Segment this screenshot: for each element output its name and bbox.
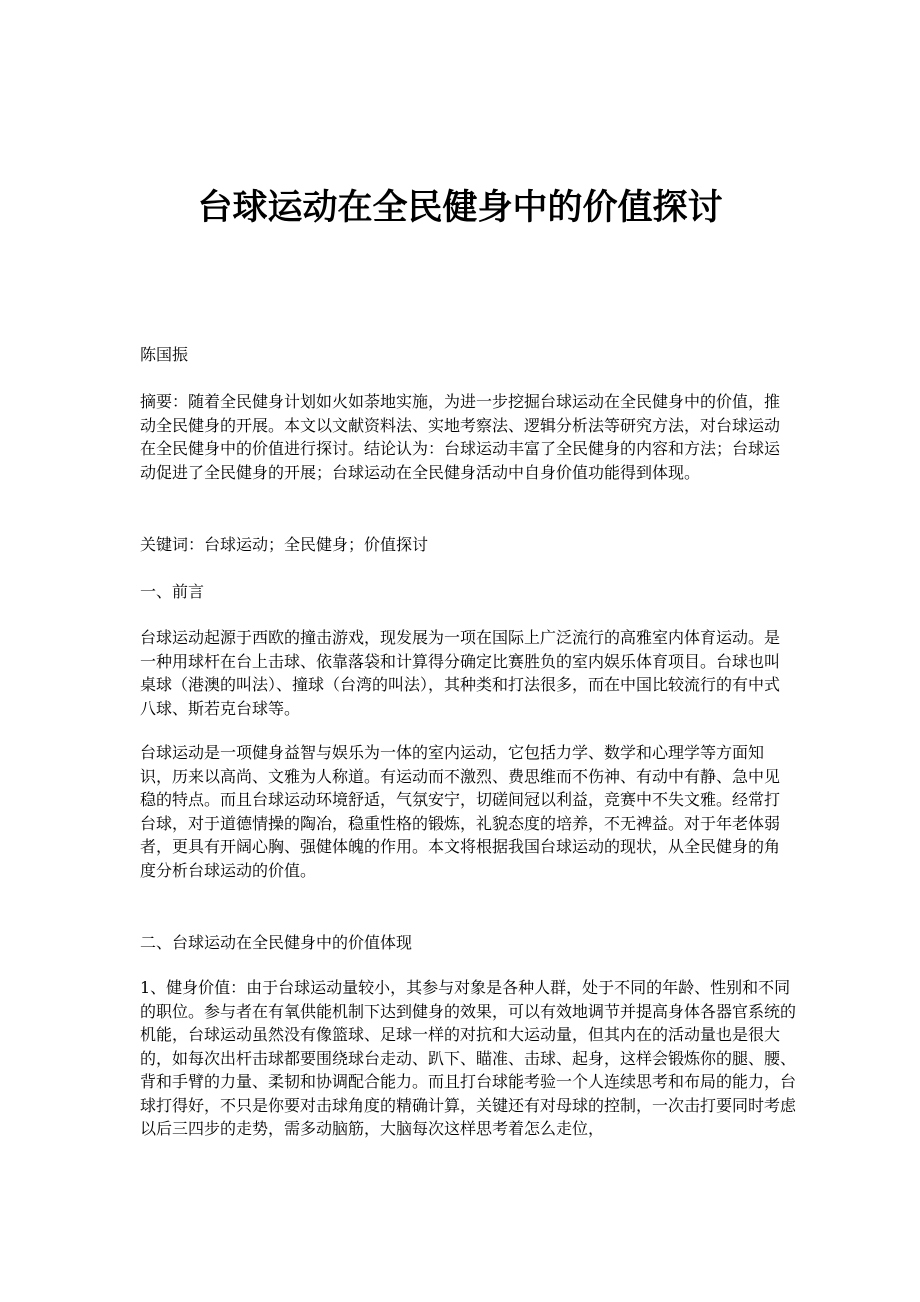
section-heading-value: 二、台球运动在全民健身中的价值体现 xyxy=(140,933,413,952)
intro-paragraph-2: 台球运动是一项健身益智与娱乐为一体的室内运动，它包括力学、数学和心理学等方面知识，历来以高尚、文雅为人称道。有运动而不激烈、费思维而不伤神、有动中有静、急中见稳的特点。而且台球运动环境舒适，气氛安宁，切磋间冠以利益，竞赛中不失文雅。经常打台球，对于道德情操的陶冶，稳重性格的锻炼，礼貌态度的培养，不无裨益。对于年老体弱者，更具有开阔心胸、强健体魄的作用。本文将根据我国台球运动的现状，从全民健身的角度分析台球运动的价值。 xyxy=(140,743,781,880)
author-name: 陈国振 xyxy=(140,345,189,364)
abstract-paragraph: 摘要：随着全民健身计划如火如荼地实施，为进一步挖掘台球运动在全民健身中的价值，推动全民健身的开展。本文以文献资料法、实地考察法、逻辑分析法等研究方法，对台球运动在全民健身中的价值进行探讨。结论认为：台球运动丰富了全民健身的内容和方法；台球运动促进了全民健身的开展；台球运动在全民健身活动中自身价值功能得到体现。 xyxy=(140,392,781,482)
intro-paragraph-1: 台球运动起源于西欧的撞击游戏，现发展为一项在国际上广泛流行的高雅室内体育运动。是一种用球杆在台上击球、依靠落袋和计算得分确定比赛胜负的室内娱乐体育项目。台球也叫桌球（港澳的叫法）、撞球（台湾的叫法），其种类和打法很多，而在中国比较流行的有中式八球、斯若克台球等。 xyxy=(140,628,781,718)
section-heading-introduction: 一、前言 xyxy=(140,582,205,601)
fitness-value-paragraph: 1、健身价值：由于台球运动量较小，其参与对象是各种人群，处于不同的年龄、性别和不同的职位。参与者在有氧供能机制下达到健身的效果，可以有效地调节并提高身体各器官系统的机能，台球运动虽然没有像篮球、足球一样的对抗和大运动量，但其内在的活动量也是很大的，如每次出杆击球都要围绕球台走动、趴下、瞄准、击球、起身，这样会锻炼你的腿、腰、背和手臂的力量、柔韧和协调配合能力。而且打台球能考验一个人连续思考和布局的能力，台球打得好，不只是你要对击球角度的精确计算，关键还有对母球的控制，一次击打要同时考虑以后三四步的走势，需多动脑筋，大脑每次这样思考着怎么走位， xyxy=(140,978,797,1138)
keywords-line: 关键词：台球运动；全民健身；价值探讨 xyxy=(140,535,429,554)
document-title: 台球运动在全民健身中的价值探讨 xyxy=(197,188,723,228)
